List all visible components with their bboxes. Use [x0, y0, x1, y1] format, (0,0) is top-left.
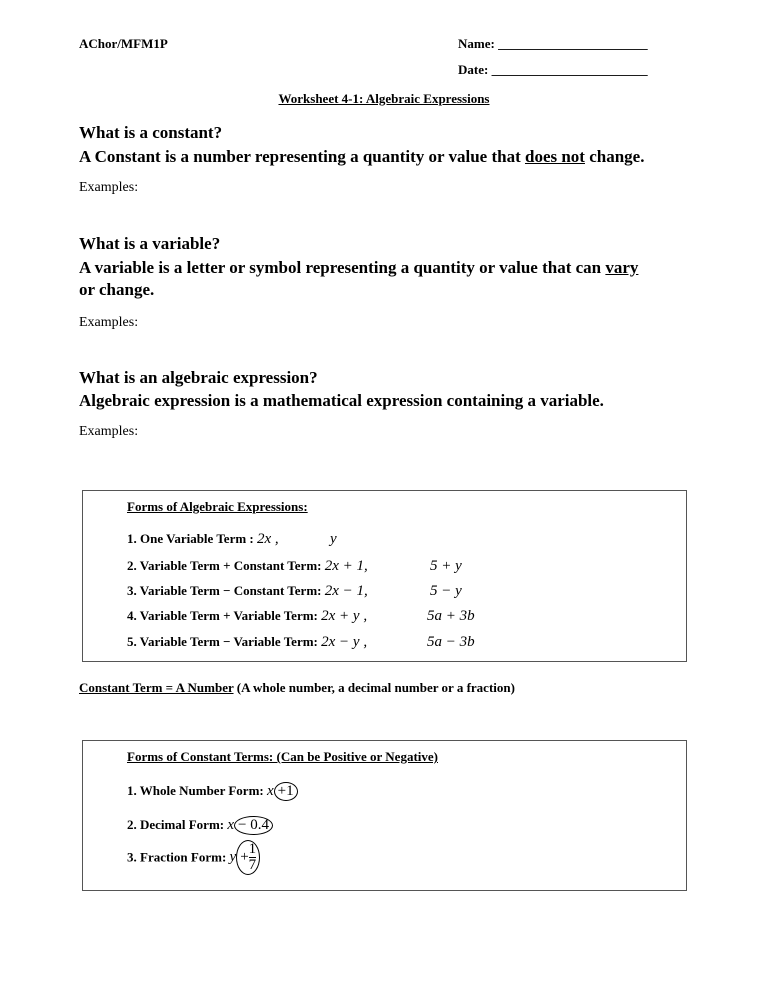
var: y	[229, 849, 237, 865]
circled-constant: − 0.4	[234, 816, 273, 835]
example-1: 2x + y ,	[321, 608, 368, 624]
example-2: 5 − y	[430, 583, 462, 599]
form-label: 4. Variable Term + Variable Term:	[127, 608, 318, 623]
var: x	[266, 783, 274, 799]
variable-definition	[79, 258, 638, 278]
constant-form-row	[127, 782, 298, 801]
example-1: 2x − y ,	[321, 634, 368, 650]
expression-question: What is an algebraic expression?	[79, 368, 318, 387]
circled-constant	[236, 840, 260, 875]
name-field: Name: _______________________	[458, 36, 648, 51]
form-label: 1. One Variable Term :	[127, 531, 254, 546]
constant-definition	[79, 147, 644, 167]
form-label: 3. Fraction Form:	[127, 849, 227, 865]
form-row	[127, 583, 368, 600]
form-label: 5. Variable Term − Variable Term:	[127, 634, 318, 649]
form-row	[127, 608, 367, 625]
def-key: does not	[524, 147, 585, 166]
variable-definition-cont: or change.	[79, 280, 155, 299]
constant-forms-title: Forms of Constant Terms: (Can be Positive or Negative)	[127, 749, 438, 764]
examples-label: Examples:	[79, 315, 139, 330]
expression-definition: Algebraic expression is a mathematical expression containing a variable.	[79, 391, 604, 410]
example-2: 5a + 3b	[427, 608, 475, 624]
sign: +	[240, 849, 249, 865]
fraction	[249, 842, 257, 873]
numerator: 1	[248, 841, 257, 857]
form-row	[127, 558, 368, 575]
forms-title: Forms of Algebraic Expressions:	[127, 499, 308, 514]
example-2: y	[330, 531, 337, 547]
circled-constant: +1	[274, 782, 298, 801]
def-text: change.	[584, 147, 645, 166]
form-label: 2. Decimal Form:	[127, 817, 225, 832]
form-row	[127, 634, 367, 651]
def-text: A variable is a letter or symbol representing a quantity or value that can	[79, 258, 606, 277]
def-text: A Constant is a number representing a quantity or value that	[79, 147, 525, 166]
examples-label: Examples:	[79, 424, 139, 439]
example-2: 5a − 3b	[427, 634, 475, 650]
form-label: 2. Variable Term + Constant Term:	[127, 558, 322, 573]
denominator: 7	[248, 857, 257, 873]
form-row	[127, 531, 279, 548]
var: x	[227, 817, 235, 833]
def-key: vary	[605, 258, 639, 277]
worksheet-title: Worksheet 4-1: Algebraic Expressions	[278, 91, 490, 106]
constant-term-key: Constant Term = A Number	[79, 680, 234, 695]
date-field: Date: ________________________	[458, 62, 648, 77]
constant-question: What is a constant?	[79, 123, 223, 142]
form-label: 1. Whole Number Form:	[127, 783, 264, 798]
form-label: 3. Variable Term − Constant Term:	[127, 583, 322, 598]
constant-term-note	[79, 680, 515, 696]
course-code: AChor/MFM1P	[79, 36, 168, 51]
variable-question: What is a variable?	[79, 234, 221, 253]
example-1: 2x + 1,	[324, 558, 368, 574]
constant-form-row	[127, 816, 273, 835]
constant-term-rest: (A whole number, a decimal number or a fraction)	[233, 680, 515, 695]
examples-label: Examples:	[79, 180, 139, 195]
example-1: 2x − 1,	[324, 583, 368, 599]
example-1: 2x ,	[257, 531, 279, 547]
example-2: 5 + y	[430, 558, 462, 574]
constant-form-row	[127, 840, 260, 875]
